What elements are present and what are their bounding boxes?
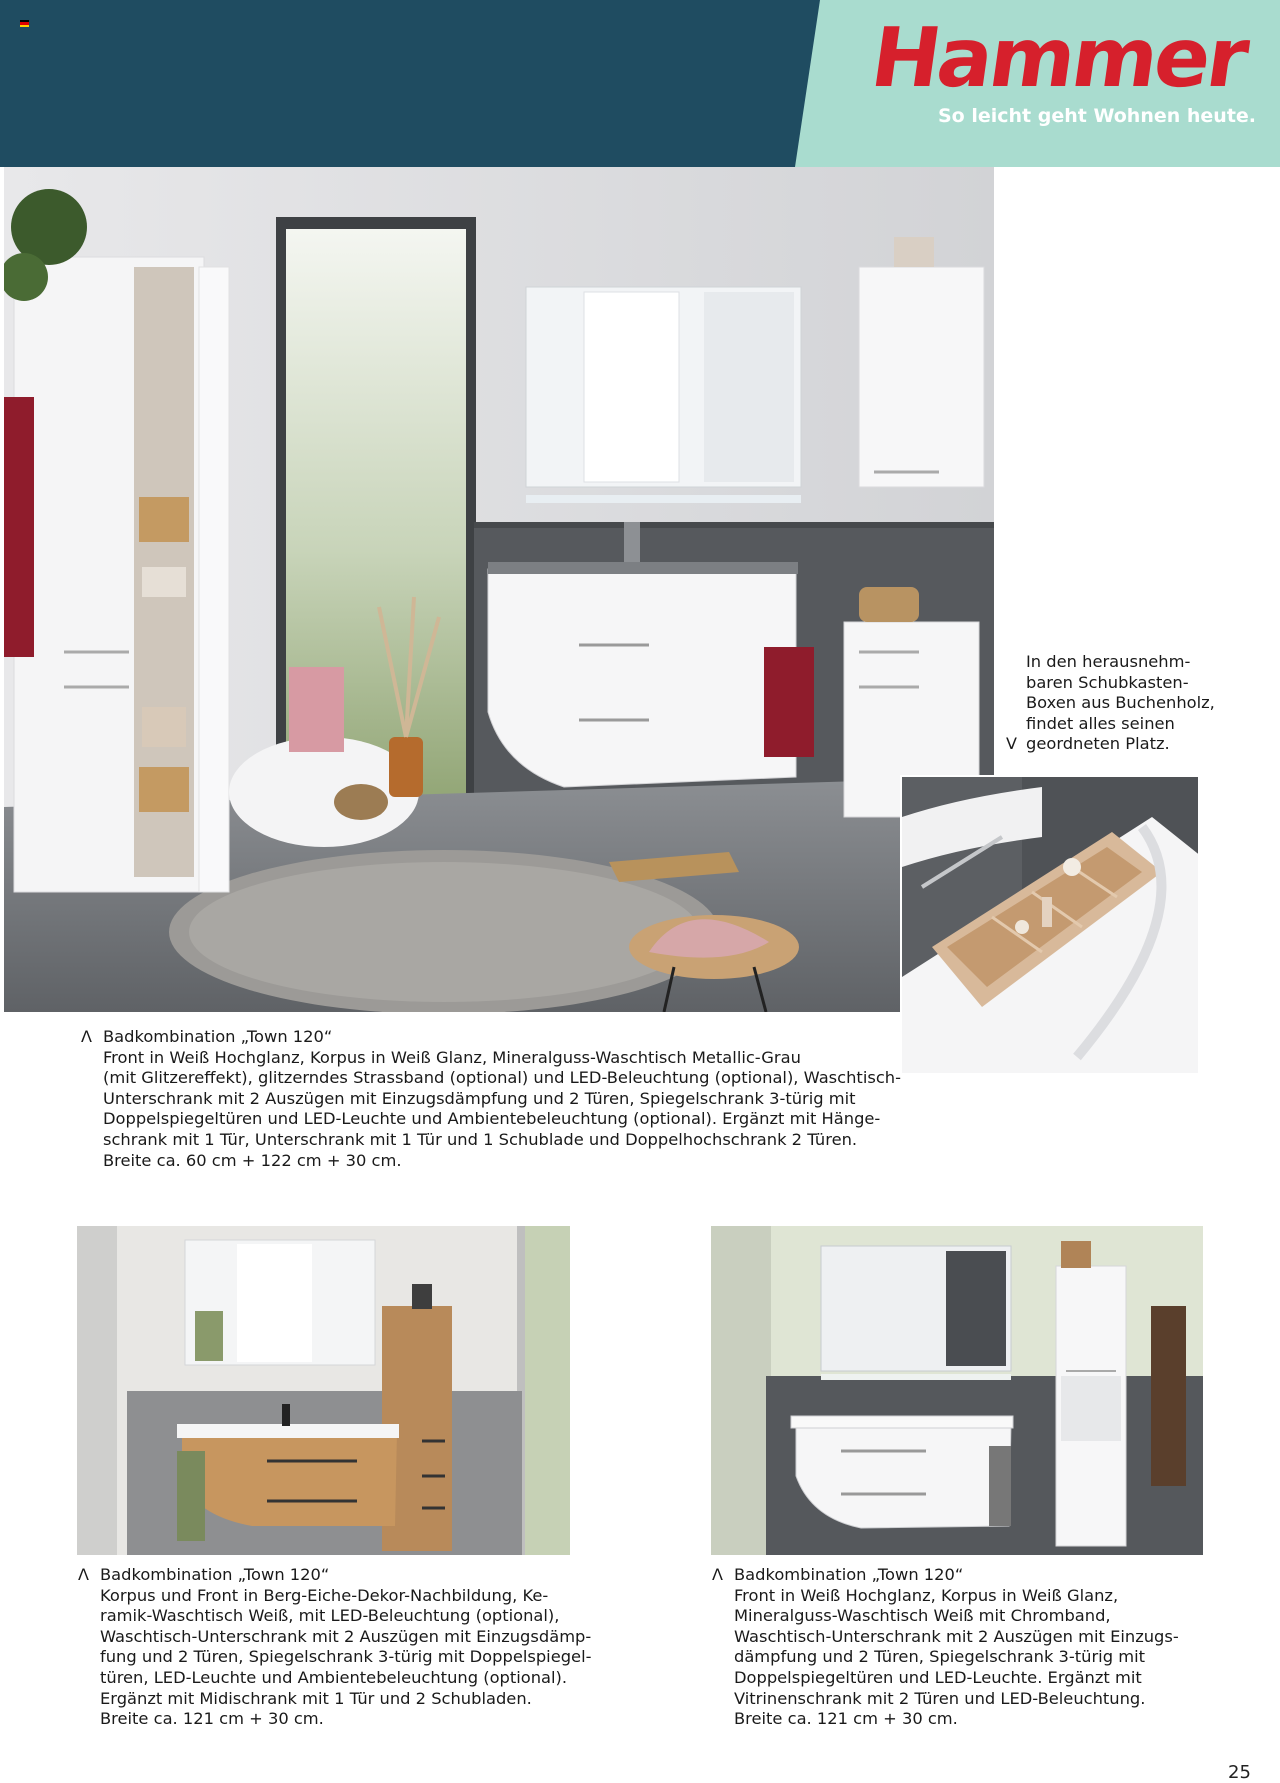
up-arrow-icon: Λ (78, 1565, 89, 1584)
main-caption-line: Doppelspiegeltüren und LED-Leuchte und Ambientebeleuchtung (optional). Ergänzt mit Hänge- (103, 1109, 881, 1129)
drawer-caption-line: In den herausnehm- (1026, 652, 1191, 671)
main-caption-line: Unterschrank mit 2 Auszügen mit Einzugsdämpfung und 2 Türen, Spiegelschrank 3-türig mit (103, 1088, 856, 1108)
main-caption-line: schrank mit 1 Tür, Unterschrank mit 1 Tür und 1 Schublade und Doppelhochschrank 2 Türen. (103, 1129, 858, 1149)
page-number: 25 (1228, 1762, 1251, 1783)
oak-caption-line: Ergänzt mit Midischrank mit 1 Tür und 2 Schubladen. (100, 1688, 532, 1708)
oak-caption-line: Breite ca. 121 cm + 30 cm. (100, 1709, 324, 1729)
white-caption-line: dämpfung und 2 Türen, Spiegelschrank 3-türig mit (734, 1647, 1145, 1667)
main-caption-line: Front in Weiß Hochglanz, Korpus in Weiß Glanz, Mineralguss-Waschtisch Metallic-Grau (103, 1047, 801, 1067)
german-flag-icon (20, 20, 29, 27)
oak-caption-line: fung und 2 Türen, Spiegelschrank 3-türig mit Doppelspiegel- (100, 1647, 592, 1667)
drawer-caption-line: findet alles seinen (1026, 713, 1175, 733)
oak-caption-line: türen, LED-Leuchte und Ambientebeleuchtung (optional). (100, 1667, 568, 1687)
drawer-caption-line: baren Schubkasten- (1026, 672, 1189, 692)
main-caption (81, 1027, 903, 1171)
white-bathroom-photo (711, 1226, 1203, 1555)
up-arrow-icon: Λ (712, 1565, 723, 1584)
white-caption-line: Vitrinenschrank mit 2 Türen und LED-Beleuchtung. (734, 1688, 1146, 1708)
oak-caption-title: Badkombination „Town 120“ (100, 1565, 330, 1584)
white-caption-line: Waschtisch-Unterschrank mit 2 Auszügen mit Einzugs- (734, 1626, 1179, 1646)
brand-tagline: So leicht geht Wohnen heute. (938, 105, 1256, 127)
white-caption-line: Mineralguss-Waschtisch Weiß mit Chromband, (734, 1606, 1111, 1626)
white-caption (712, 1565, 1234, 1730)
white-caption-title: Badkombination „Town 120“ (734, 1565, 964, 1584)
oak-bathroom-photo (77, 1226, 570, 1555)
oak-caption-line: Korpus und Front in Berg-Eiche-Dekor-Nachbildung, Ke- (100, 1585, 549, 1605)
oak-caption-line: Waschtisch-Unterschrank mit 2 Auszügen mit Einzugsdämp- (100, 1626, 592, 1646)
brand-logo[interactable]: Hammer (865, 11, 1252, 106)
main-caption-line: Breite ca. 60 cm + 122 cm + 30 cm. (103, 1150, 402, 1170)
down-arrow-icon: V (1006, 734, 1017, 753)
drawer-caption-line: geordneten Platz. (1026, 734, 1170, 754)
main-bathroom-photo (4, 167, 994, 1012)
main-caption-line: (mit Glitzereffekt), glitzerndes Strassband (optional) und LED-Beleuchtung (optional), Waschtisch- (103, 1068, 901, 1088)
drawer-caption (1006, 652, 1256, 755)
oak-caption-line: ramik-Waschtisch Weiß, mit LED-Beleuchtung (optional), (100, 1606, 560, 1626)
oak-caption (78, 1565, 620, 1730)
main-caption-title: Badkombination „Town 120“ (103, 1027, 333, 1046)
drawer-detail-photo (900, 775, 1200, 1075)
up-arrow-icon: Λ (81, 1027, 92, 1046)
white-caption-line: Breite ca. 121 cm + 30 cm. (734, 1709, 958, 1729)
white-caption-line: Doppelspiegeltüren und LED-Leuchte. Ergänzt mit (734, 1667, 1142, 1687)
white-caption-line: Front in Weiß Hochglanz, Korpus in Weiß Glanz, (734, 1585, 1119, 1605)
drawer-caption-line: Boxen aus Buchenholz, (1026, 693, 1215, 713)
